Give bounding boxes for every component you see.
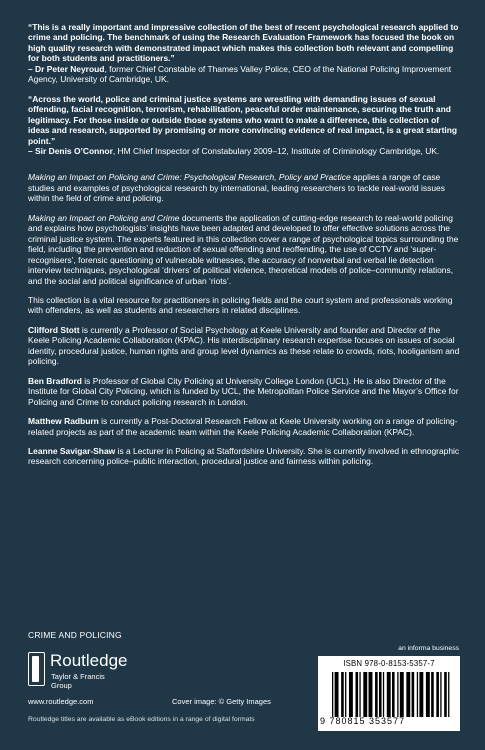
barcode-bar	[400, 672, 404, 717]
subject-category: CRIME AND POLICING	[28, 630, 122, 640]
barcode-bar	[417, 672, 418, 717]
description-paragraph-1	[28, 172, 460, 203]
barcode-bar	[355, 672, 358, 717]
endorser-name-1: – Dr Peter Neyroud	[28, 63, 105, 74]
isbn-barcode	[318, 656, 460, 731]
isbn-number: ISBN 978-0-8153-5357-7	[343, 659, 435, 668]
author-bio-2	[28, 376, 460, 407]
author-bio-3	[28, 416, 460, 437]
endorser-name-2: – Sir Denis O’Connor	[28, 145, 113, 156]
author-bio-1	[28, 325, 460, 367]
routledge-book-icon	[28, 652, 45, 686]
publisher-name: Routledge	[50, 651, 128, 670]
barcode-bar	[448, 672, 449, 717]
barcode-bar	[440, 672, 441, 717]
description-paragraph-3: This collection is a vital resource for practitioners in policing fields and the court system and professionals working with offenders, as well as students and researchers in related disciplines.	[28, 294, 453, 316]
barcode-bar	[341, 672, 344, 717]
endorsement-attribution-1	[28, 64, 460, 85]
endorsement-attribution-2	[28, 146, 460, 156]
informa-business-label: an informa business	[398, 645, 459, 652]
author-name-4: Leanne Savigar-Shaw	[28, 445, 116, 456]
book-title-italic-1: Making an Impact on Policing and Crime: Psychological Research, Policy and Practice	[28, 172, 351, 183]
publisher-group: Taylor & Francis Group	[51, 672, 105, 690]
barcode-bar	[359, 672, 360, 717]
barcode-bar	[412, 672, 415, 717]
description-text-1: applies a range of case studies and examples of psychological research by international, leading researchers to tackle real-world issues within the field of crime and policing.	[28, 172, 445, 204]
endorser-role-1: , former Chief Constable of Thames Valley Police, CEO of the National Policing Improvement Agency, University of Cambridge, UK.	[28, 63, 452, 85]
publisher-url: www.routledge.com	[28, 697, 94, 706]
barcode-bar	[444, 672, 447, 717]
barcode-bar	[335, 672, 339, 717]
book-title-italic-2: Making an Impact on Policing and Crime	[28, 212, 180, 223]
author-name-3: Matthew Radburn	[28, 416, 99, 427]
barcode-bar	[426, 672, 430, 717]
barcode-bar	[431, 672, 434, 717]
author-bio-4	[28, 446, 460, 467]
barcode-bar	[363, 672, 367, 717]
description-paragraph-2	[28, 213, 460, 286]
barcode-bar	[419, 672, 423, 717]
endorser-role-2: , HM Chief Inspector of Constabulary 2009–12, Institute of Criminology Cambridge, UK.	[112, 145, 440, 156]
barcode-bar	[349, 672, 353, 717]
barcode-bar	[383, 672, 384, 717]
barcode-bar	[436, 672, 439, 717]
endorsement-quote-1: “This is a really important and impressive collection of the best of recent psychological research applied to crime and policing. The benchmark of using the Research Evaluation Framework has focused the book on high quality research with demonstrated impact which makes this collection both relevant and compelling for both students and practitioners.”	[28, 22, 459, 64]
author-bio-text-4: is a Lecturer in Policing at Staffordshire University. She is currently involved in ethnographic research concerning police–public interaction, procedural justice and fairness within policing.	[28, 445, 460, 467]
author-bio-text-3: is currently a Post-Doctoral Research Fellow at Keele University working on a range of policing-related projects as part of the academic team within the Keele Policing Academic Collaboration (KPAC).	[28, 416, 458, 437]
author-name-1: Clifford Stott	[28, 324, 80, 335]
author-bio-text-1: is currently a Professor of Social Psychology at Keele University and founder and Director of the Keele Policing Academic Collaboration (KPAC). His interdisciplinary research expertise focuses on issues of social identity, procedural justice, human rights and group level dynamics as these relate to crowds, riots, hooliganism and policing.	[28, 324, 460, 367]
barcode-bar	[375, 672, 378, 717]
routledge-logo	[28, 650, 128, 690]
barcode-bar	[345, 672, 346, 717]
barcode-bar	[392, 672, 395, 717]
barcode-bar	[406, 672, 410, 717]
description-text-2: documents the application of cutting-edge research to real-world policing and explains how psychologists’ insights have been adapted and developed to offer effective solutions across the criminal justice system. The experts featured in this collection cover a range of psychological topics surrounding the field, including the prevention and reduction of sexual offending and reoffending, the use of CCTV and ‘super-recognisers’, forensic questioning of vulnerable witnesses, the accuracy of nonverbal and verbal lie detection interview techniques, psychological ‘drivers’ of political violence, theoretical models of police–community relations, and the social and political significance of urban ‘riots’.	[28, 212, 459, 286]
author-name-2: Ben Bradford	[28, 375, 82, 386]
barcode-bar	[369, 672, 373, 717]
ebook-availability-note: Routledge titles are available as eBook editions in a range of digital formats	[28, 716, 255, 723]
endorsement-quote-2: “Across the world, police and criminal justice systems are wrestling with demanding issues of sexual offending, facial recognition, terrorism, rehabilitation, peaceful order maintenance, securing the truth and legitimacy. For those inside or outside those systems who want to make a difference, this collection of ideas and research, supported by promising or more convincing evidence of real impact, is a great starting point.”	[28, 93, 458, 146]
author-bio-text-2: is Professor of Global City Policing at University College London (UCL). He is also Director of the Institute for Global City Policing, which is funded by UCL, the Metropolitan Police Service and the Mayor’s Office for Policing and Crime to conduct policing research in London.	[28, 375, 459, 407]
barcode-bars	[332, 672, 452, 717]
cover-image-credit: Cover image: © Getty Images	[172, 697, 271, 706]
barcode-digits: 9 780815 353577	[320, 716, 406, 726]
barcode-bar	[379, 672, 382, 717]
barcode-bar	[387, 672, 391, 717]
cover-text-block	[28, 22, 460, 476]
barcode-bar	[332, 672, 333, 717]
barcode-bar	[397, 672, 398, 717]
